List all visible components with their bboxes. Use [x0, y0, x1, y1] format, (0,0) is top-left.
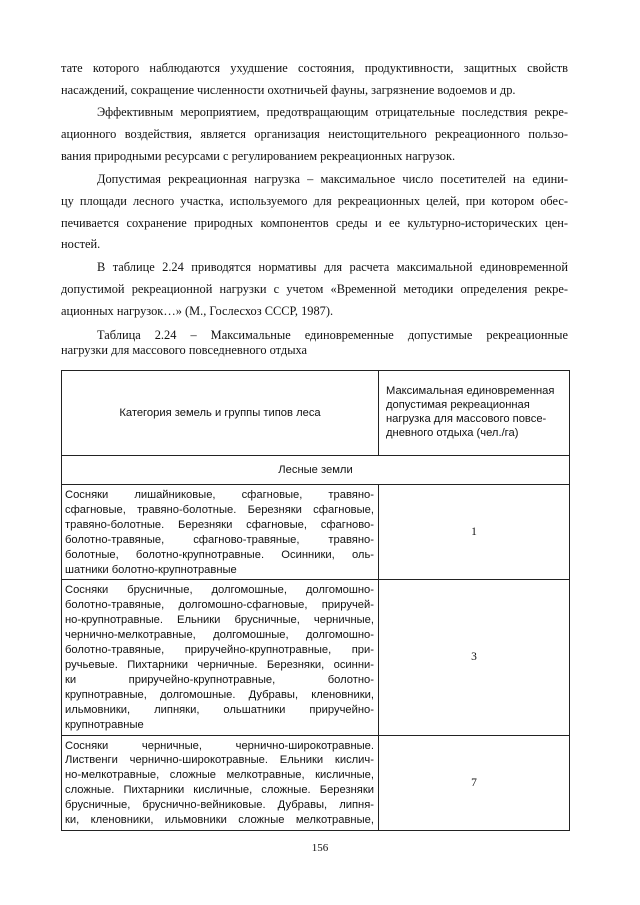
- paragraph-measures: [61, 102, 568, 167]
- header-category: Категория земель и группы типов леса: [62, 371, 379, 456]
- cell-line: болотно-травяные, долгомошно-сфагновые, приручей-: [65, 599, 374, 612]
- table-row: [62, 735, 570, 830]
- table-header-row: [62, 371, 570, 456]
- cell-line: Сосняки брусничные, долгомошные, долгомошно-: [65, 584, 374, 597]
- cell-line: но-крупнотравные. Ельники брусничные, черничные,: [65, 614, 374, 627]
- cell-line: сложные. Пихтарники кисличные, сложные. Березняки: [65, 784, 374, 797]
- load-value-cell: 3: [379, 580, 570, 735]
- cell-line: но-мелкотравные, сложные мелкотравные, кисличные,: [65, 769, 374, 782]
- section-forest-lands: Лесные земли: [62, 456, 570, 485]
- cell-line: чернично-мелкотравные, долгомошные, долгомошно-: [65, 629, 374, 642]
- table-caption: [61, 328, 568, 358]
- load-value-cell: 1: [379, 485, 570, 580]
- cell-line: брусничные, бруснично-вейниковые. Дубравы, липня-: [65, 799, 374, 812]
- category-cell: [62, 735, 379, 830]
- cell-line: крупнотравные, долгомошные. Дубравы, кленовники,: [65, 688, 374, 701]
- header-line: допустимая рекреационная: [386, 399, 530, 411]
- caption-line: Таблица 2.24 – Максимальные единовременные допустимые рекреационные: [97, 328, 568, 342]
- cell-line: крупнотравные: [65, 718, 144, 731]
- text-line: цу площади лесного участка, используемого для рекреационных целей, при котором обес-: [61, 193, 568, 208]
- cell-line: ручьевые. Пихтарники черничные. Березняки, осинни-: [65, 658, 374, 671]
- cell-line: болотные, болотно-крупнотравные. Осинники, оль-: [65, 548, 374, 561]
- cell-line: болотно-травяные, приручейно-крупнотравные, при-: [65, 644, 374, 657]
- cell-line: Сосняки лишайниковые, сфагновые, травяно-: [65, 489, 374, 501]
- text-line: насаждений, сокращение численности охотничьей фауны, загрязнение водоемов и др.: [61, 82, 516, 97]
- load-value-cell: 7: [379, 735, 570, 830]
- cell-line: ки, кленовники, ильмовники сложные мелкотравные,: [65, 814, 374, 827]
- text-line: ационных нагрузок…» (М., Гослесхоз СССР, 1987).: [61, 303, 334, 318]
- text-line: печивается сохранение природных компонентов среды и ее культурно-исторических цен-: [61, 215, 568, 230]
- page-number: 156: [311, 842, 329, 854]
- text-line: тате которого наблюдаются ухудшение состояния, продуктивности, защитных свойств: [61, 61, 568, 75]
- paragraph-table-reference: [61, 257, 568, 322]
- cell-line: болотно-травяные, сфагново-травяные, травяно-: [65, 533, 374, 546]
- cell-line: Лиственги чернично-широкотравные. Ельники кислич-: [65, 754, 374, 767]
- text-line: ностей.: [61, 237, 101, 252]
- text-line: Эффективным мероприятием, предотвращающим отрицательные последствия рекре-: [97, 105, 568, 119]
- recreational-load-table: [61, 370, 570, 831]
- text-line: вания природными ресурсами с регулированием рекреационных нагрузок.: [61, 148, 456, 163]
- paragraph-definition: [61, 169, 568, 256]
- text-line: В таблице 2.24 приводятся нормативы для расчета максимальной единовременной: [97, 260, 568, 274]
- header-line: Максимальная единовременная: [386, 385, 555, 397]
- category-cell: [62, 485, 379, 580]
- cell-line: ильмовники, липняки, ольшатники приручейно-: [65, 703, 374, 716]
- table-section-row: [62, 456, 570, 485]
- category-cell: [62, 580, 379, 735]
- header-line: нагрузка для массового повсе-: [386, 413, 547, 425]
- cell-line: сфагновые, травяно-болотные. Березняки сфагновые,: [65, 503, 374, 516]
- table-row: [62, 485, 570, 580]
- text-line: допустимой рекреационной нагрузки с учетом «Временной методики определения рекре-: [61, 281, 568, 296]
- cell-line: травяно-болотные. Березняки сфагновые, сфагново-: [65, 518, 374, 531]
- text-line: ационного воздействия, является организация неистощительного рекреационного пользо-: [61, 126, 568, 141]
- caption-line: нагрузки для массового повседневного отдыха: [61, 343, 308, 357]
- header-line: дневного отдыха (чел./га): [386, 427, 519, 439]
- header-max-load: [379, 371, 570, 456]
- cell-line: Сосняки черничные, чернично-широкотравные.: [65, 739, 374, 752]
- cell-line: ки приручейно-крупнотравные, болотно-: [65, 673, 374, 686]
- cell-line: шатники болотно-крупнотравные: [65, 563, 237, 576]
- table-row: [62, 580, 570, 735]
- text-line: Допустимая рекреационная нагрузка – максимальное число посетителей на едини-: [97, 172, 568, 186]
- paragraph-continuation: [61, 58, 568, 102]
